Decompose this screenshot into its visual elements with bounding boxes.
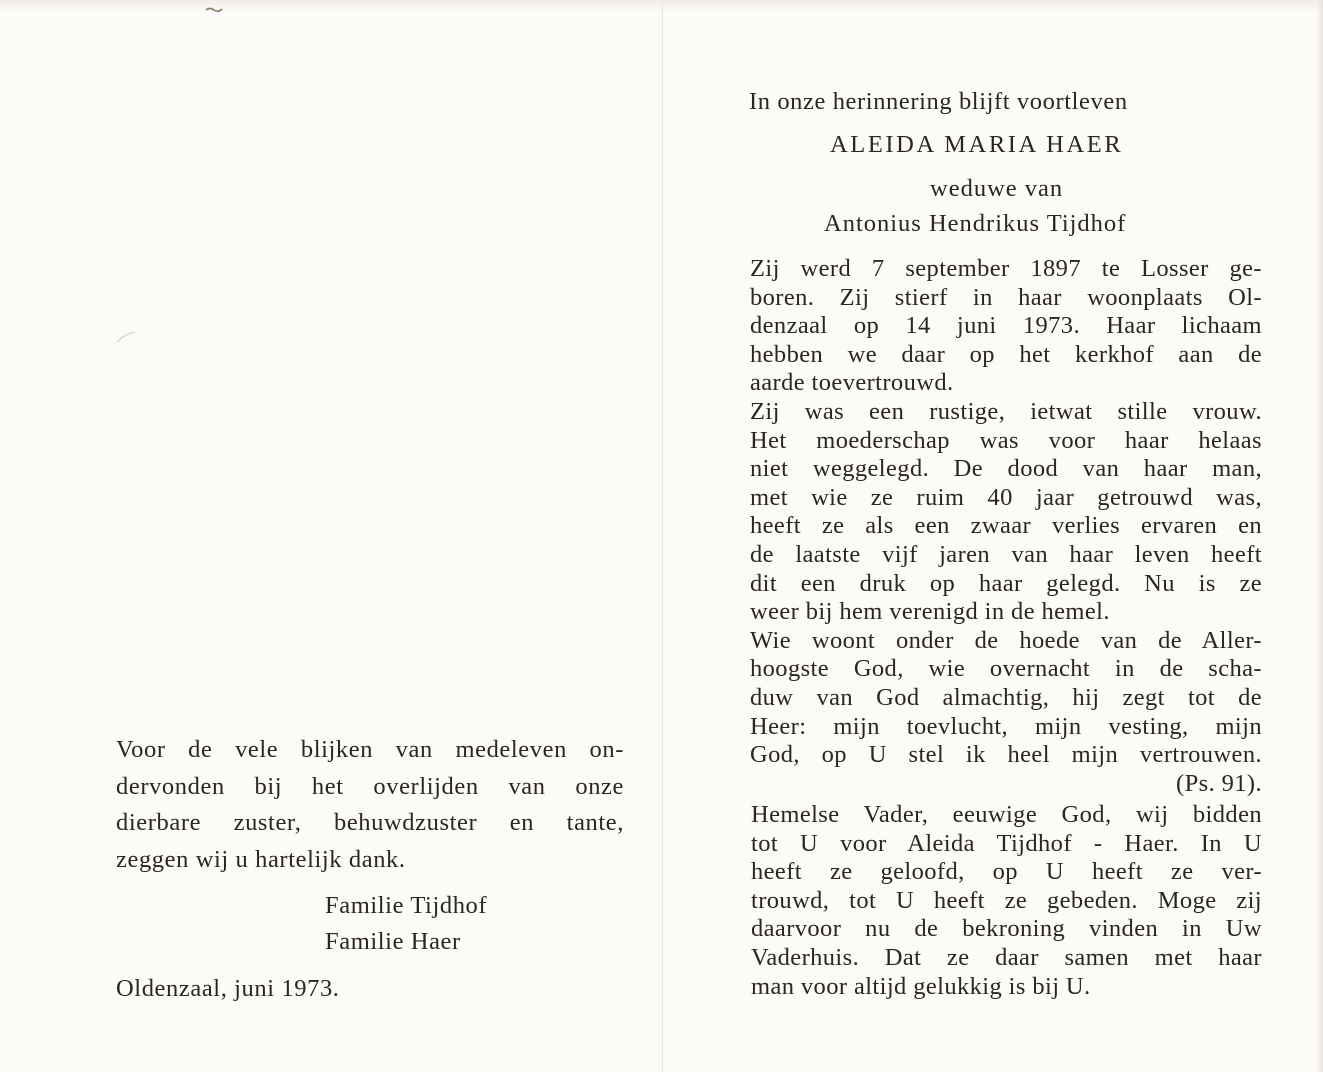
pencil-stroke-mark — [115, 330, 137, 344]
family-signatures — [325, 888, 487, 960]
prayer-line: Hemelse Vader, eeuwige God, wij bidden — [751, 801, 1262, 828]
psalm-line: Heer: mijn toevlucht, mijn vesting, mijn — [750, 712, 1262, 740]
memorial-text — [750, 255, 1262, 798]
thanks-line: dervonden bij het overlijden van onze — [116, 772, 624, 800]
psalm-line: Wie woont onder de hoede van de Aller- — [750, 626, 1262, 654]
card-fold-line — [662, 0, 663, 1072]
biography-line: Zij werd 7 september 1897 te Losser ge- — [750, 255, 1262, 282]
prayer-line: daarvoor nu de bekroning vinden in Uw — [751, 915, 1262, 943]
character-line: dit een druk op haar gelegd. Nu is ze — [750, 569, 1262, 597]
ink-smudge-mark — [205, 6, 223, 14]
psalm-line: duw van God almachtig, hij zegt tot de — [750, 683, 1262, 711]
prayer-line: tot U voor Aleida Tijdhof - Haer. In U — [751, 829, 1262, 857]
character-line: Zij was een rustige, ietwat stille vrouw. — [750, 397, 1262, 425]
family-name: Familie Tijdhof — [325, 892, 488, 919]
prayer-line: Vaderhuis. Dat ze daar samen met haar — [751, 943, 1262, 971]
widow-of-label: weduwe van — [930, 175, 1064, 202]
prayer-line: man voor altijd gelukkig is bij U. — [751, 972, 1091, 1000]
thanks-line: zeggen wij u hartelijk dank. — [116, 845, 406, 873]
biography-line: aarde toevertrouwd. — [750, 369, 954, 397]
character-line: Het moederschap was voor haar helaas — [750, 426, 1262, 454]
character-line: met wie ze ruim 40 jaar getrouwd was, — [750, 483, 1262, 511]
biography-line: boren. Zij stierf in haar woonplaats Ol- — [750, 283, 1262, 311]
character-line: niet weggelegd. De dood van haar man, — [750, 455, 1262, 483]
psalm-line: God, op U stel ik heel mijn vertrouwen. — [750, 741, 1262, 769]
deceased-name: ALEIDA MARIA HAER — [830, 131, 1124, 158]
character-line: weer bij hem verenigd in de hemel. — [750, 598, 1110, 626]
memorial-intro: In onze herinnering blijft voortleven — [749, 88, 1128, 115]
place-and-date: Oldenzaal, juni 1973. — [116, 975, 340, 1002]
biography-line: denzaal op 14 juni 1973. Haar lichaam — [750, 312, 1262, 340]
paper-edge-shadow-right — [1317, 0, 1323, 1072]
family-name: Familie Haer — [325, 928, 461, 955]
biography-line: hebben we daar op het kerkhof aan de — [750, 340, 1262, 368]
psalm-line: hoogste God, wie overnacht in de scha- — [750, 655, 1262, 683]
character-line: heeft ze als een zwaar verlies ervaren en — [750, 512, 1262, 540]
thanks-line: dierbare zuster, behuwdzuster en tante, — [116, 809, 624, 836]
thanks-line: Voor de vele blijken van medeleven on- — [116, 736, 624, 763]
prayer-text — [751, 801, 1262, 1001]
psalm-reference: (Ps. 91). — [1176, 769, 1262, 797]
husband-name: Antonius Hendrikus Tijdhof — [824, 210, 1127, 237]
character-line: de laatste vijf jaren van haar leven heeft — [750, 540, 1262, 568]
prayer-line: heeft ze geloofd, op U heeft ze ver- — [751, 858, 1262, 886]
prayer-line: trouwd, tot U heeft ze gebeden. Moge zij — [751, 886, 1262, 914]
thank-you-message — [116, 732, 624, 878]
